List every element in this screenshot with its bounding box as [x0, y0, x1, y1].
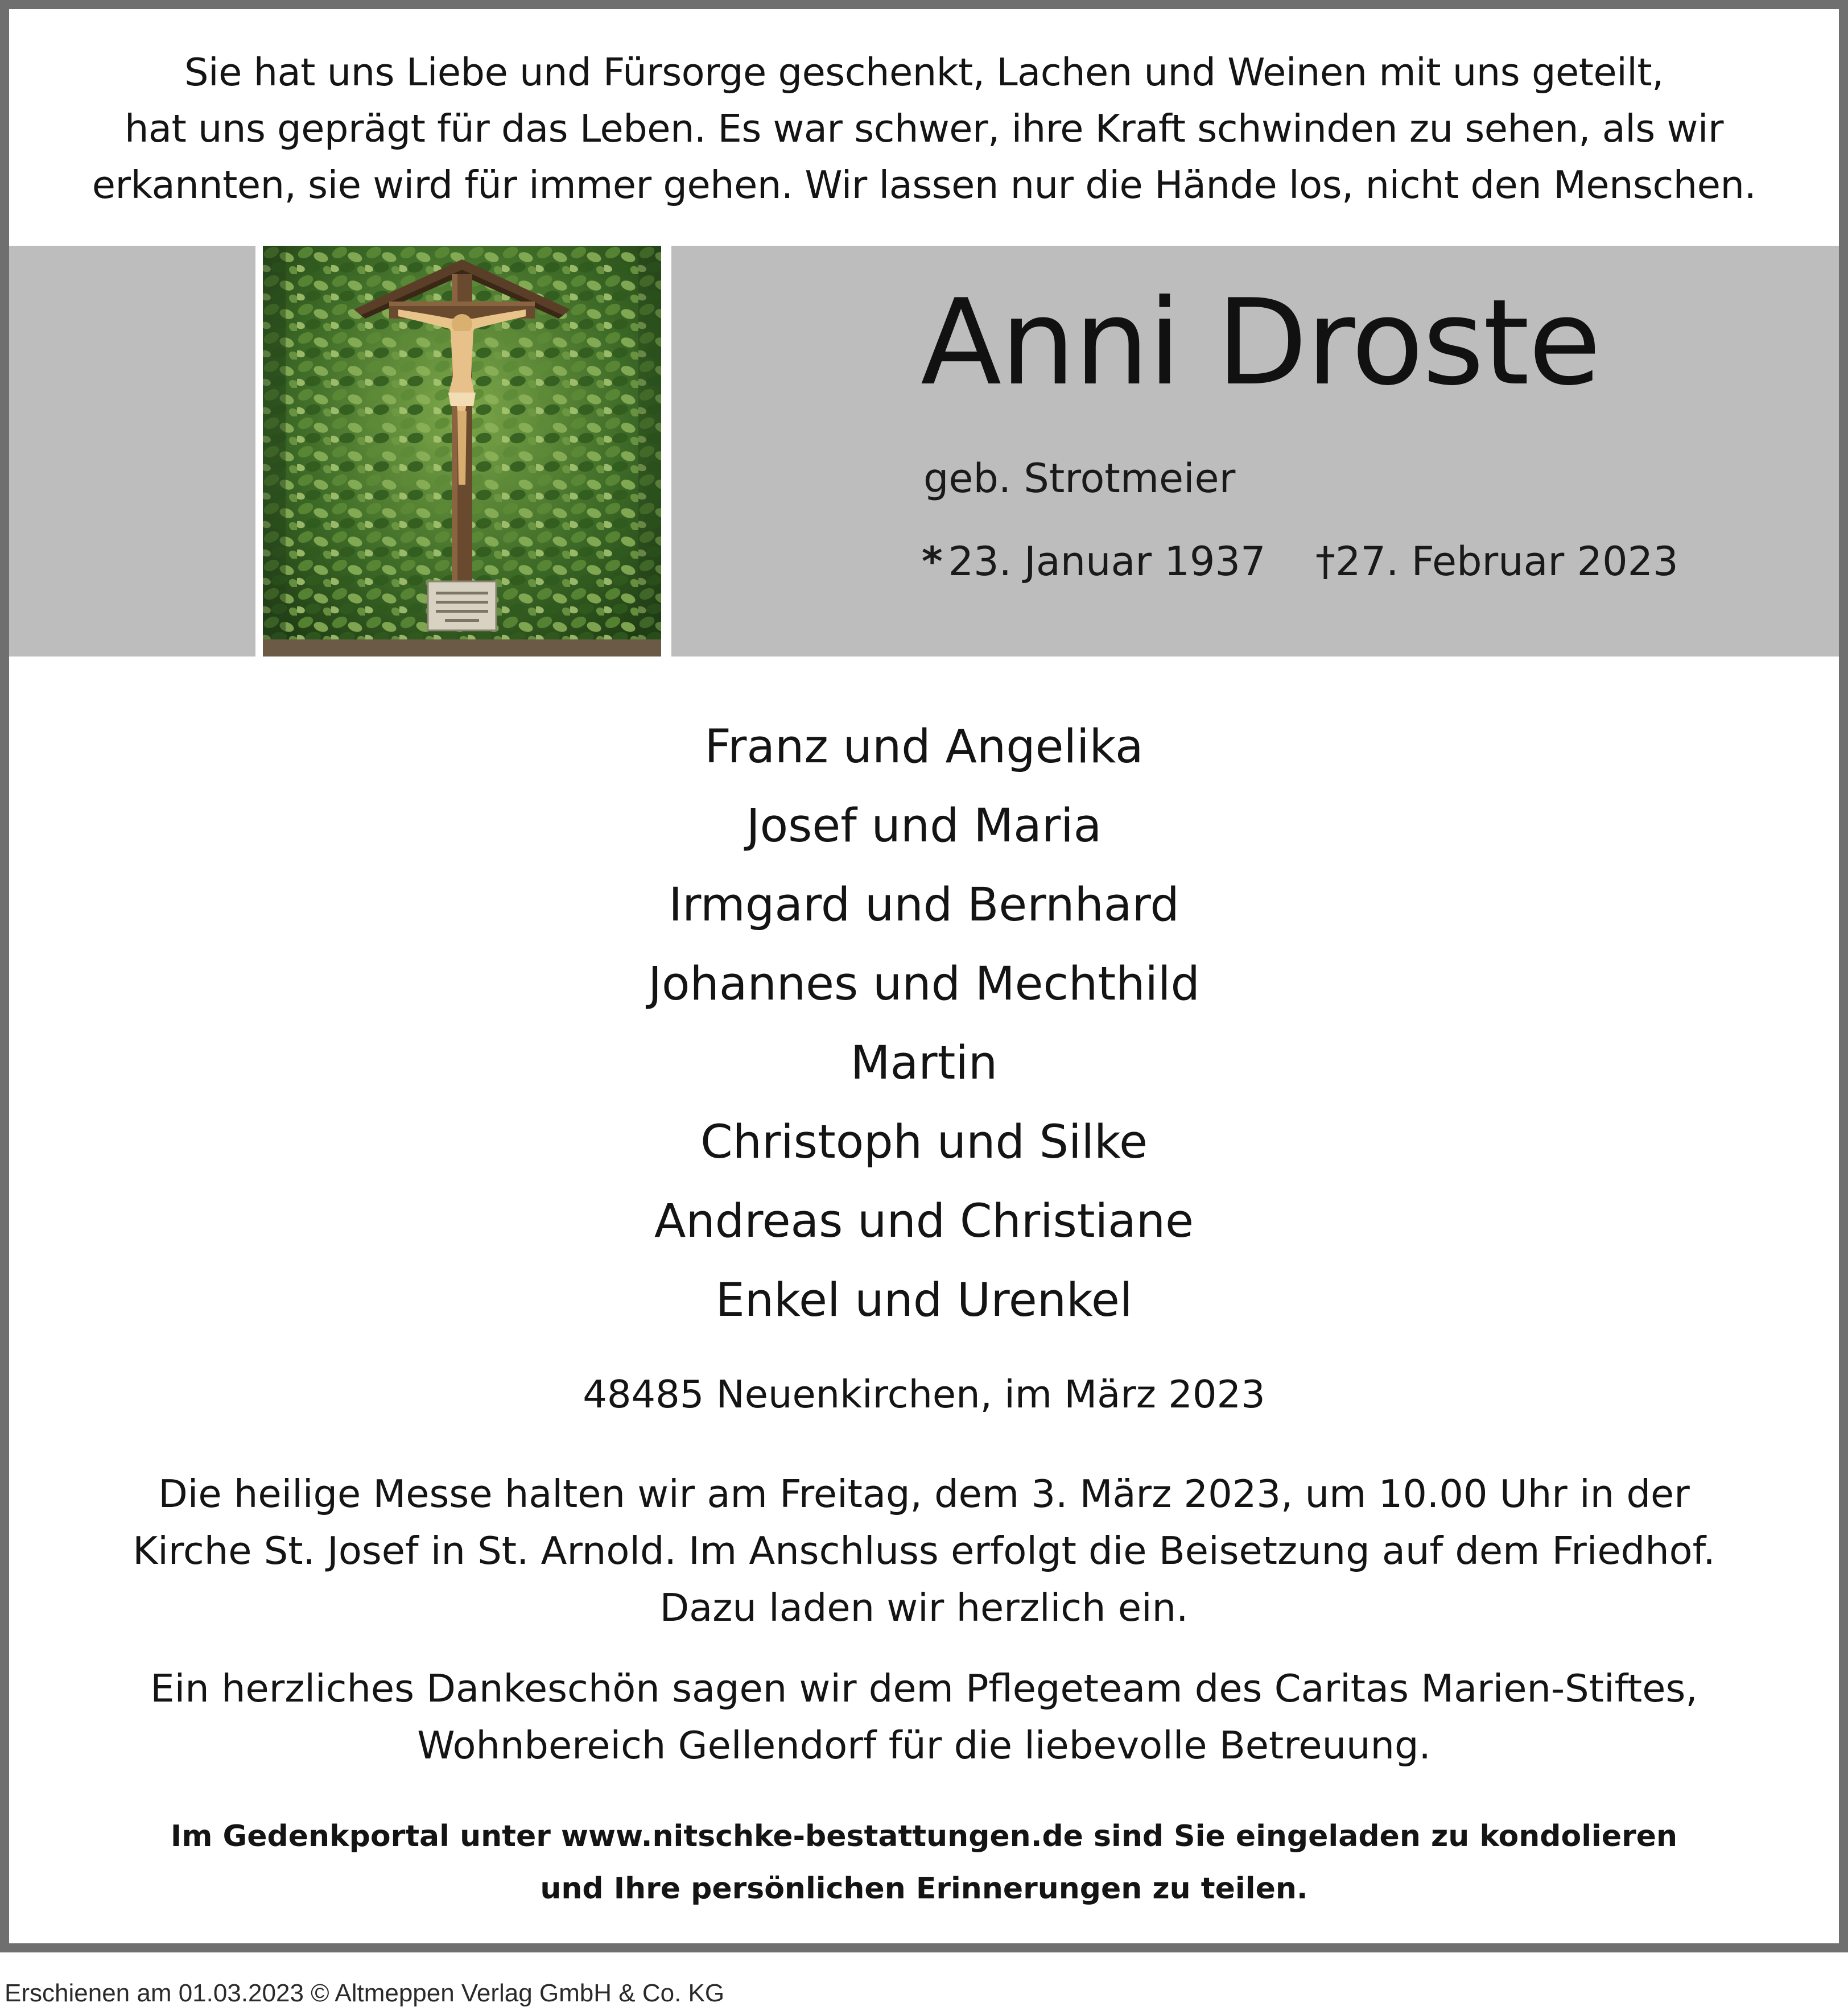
mourner-entry: Irmgard und Bernhard	[669, 878, 1179, 932]
portal-line: und Ihre persönlichen Erinnerungen zu teilen.	[540, 1872, 1308, 1906]
mourner-entry: Johannes und Mechthild	[648, 957, 1200, 1011]
crucifix-photo	[263, 246, 661, 656]
mass-line: Dazu laden wir herzlich ein.	[659, 1585, 1189, 1630]
deceased-name: Anni Droste	[921, 274, 1600, 412]
publication-footer: Erschienen am 01.03.2023 © Altmeppen Verlag GmbH & Co. KG	[5, 1979, 725, 2007]
death-date	[1315, 536, 1678, 587]
mass-line: Kirche St. Josef in St. Arnold. Im Anschluss erfolgt die Beisetzung auf dem Friedhof.	[133, 1529, 1715, 1573]
mourner-entry: Christoph und Silke	[700, 1116, 1148, 1169]
intro-line: hat uns geprägt für das Leben. Es war schwer, ihre Kraft schwinden zu sehen, als wir	[124, 106, 1724, 151]
mourners-list	[23, 708, 1825, 1340]
intro-line: erkannten, sie wird für immer gehen. Wir lassen nur die Hände los, nicht den Menschen.	[92, 163, 1756, 207]
portal-line: Im Gedenkportal unter www.nitschke-bestattungen.de sind Sie eingeladen zu kondolieren	[170, 1819, 1678, 1853]
intro-poem	[32, 44, 1816, 213]
mourner-entry: Martin	[850, 1037, 998, 1090]
thanks-line: Ein herzliches Dankeschön sagen wir dem Pflegeteam des Caritas Marien-Stiftes,	[150, 1666, 1698, 1711]
death-dagger-icon: †	[1315, 538, 1335, 585]
death-date-text: 27. Februar 2023	[1335, 538, 1678, 585]
birth-star-icon: *	[922, 538, 943, 585]
thanks-notice	[23, 1660, 1825, 1774]
mass-line: Die heilige Messe halten wir am Freitag, dem 3. März 2023, um 10.00 Uhr in der	[158, 1472, 1690, 1516]
place-and-date: 48485 Neuenkirchen, im März 2023	[583, 1372, 1265, 1417]
intro-line: Sie hat uns Liebe und Fürsorge geschenkt, Lachen und Weinen mit uns geteilt,	[184, 50, 1664, 94]
birth-date-text: 23. Januar 1937	[948, 538, 1266, 585]
mourner-entry: Josef und Maria	[746, 799, 1102, 853]
thanks-line: Wohnbereich Gellendorf für die liebevolle Betreuung.	[417, 1723, 1431, 1768]
birth-date	[922, 536, 1266, 587]
maiden-name: geb. Strotmeier	[923, 455, 1236, 502]
mourner-entry: Andreas und Christiane	[654, 1195, 1194, 1248]
mass-notice	[23, 1465, 1825, 1636]
mourner-entry: Enkel und Urenkel	[715, 1274, 1133, 1327]
memorial-portal-notice	[23, 1810, 1825, 1915]
mourner-entry: Franz und Angelika	[704, 720, 1144, 774]
